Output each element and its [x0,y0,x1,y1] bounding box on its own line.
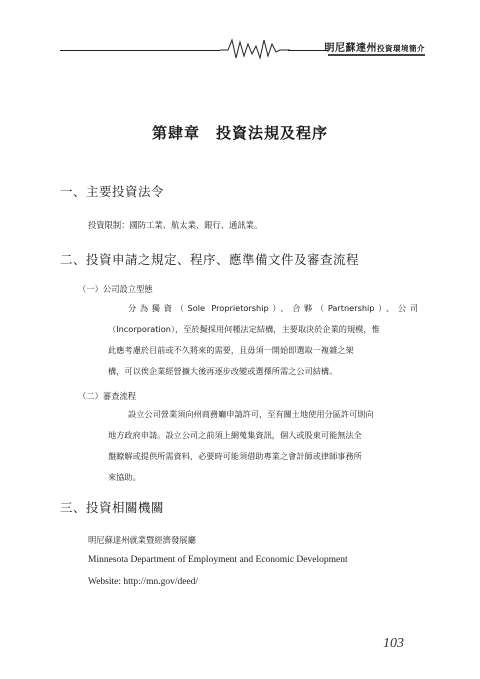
subsection-heading-company-types: （一）公司設立型態 [78,284,153,294]
paragraph-line: 此應考慮於目前或不久將來的需要，且毋須一開始即選取一複雜之架 [108,345,354,355]
header-title-small: 投資環境簡介 [377,44,425,53]
paragraph-line: 設立公司營業須向州商務廳申請許可，至有關土地使用分區許可則向 [128,409,374,419]
heartbeat-wave-icon [220,36,290,62]
company-types-paragraph [108,298,418,382]
header-rule-left [60,50,220,51]
header-title [325,39,426,54]
paragraph-line: （Incorporation），至於擬採用何種法定結構，主要取決於企業的規模，惟 [108,324,380,334]
paragraph-line: 構，可以俟企業經營擴大後再逐步改變或選擇所需之公司結構。 [108,366,338,376]
paragraph-line: 分為獨資（Sole Proprietorship）、合夥（Partnership）、公司 [128,303,418,313]
header-rule-right [288,50,328,51]
agency-name-english: Minnesota Department of Employment and Economic Development [88,555,348,565]
section-heading-1: 一、主要投資法令 [60,184,165,199]
running-header [60,34,425,62]
header-underline [328,54,425,56]
section-heading-3: 三、投資相關機關 [60,500,165,515]
page-number: 103 [383,636,404,651]
header-title-main: 明尼蘇達州 [324,43,377,54]
agency-website: Website: http://mn.gov/deed/ [88,577,199,587]
subsection-heading-review-process: （二）審查流程 [78,391,137,401]
agency-name-chinese: 明尼蘇達州就業暨經濟發展廳 [88,535,196,545]
section-heading-2: 二、投資申請之規定、程序、應準備文件及審查流程 [60,252,360,267]
paragraph-line: 地方政府申請。設立公司之前須上網蒐集資訊，個人或股東可能無法全 [108,430,362,440]
paragraph-line: 來協助。 [108,472,141,482]
chapter-title: 第肆章 投資法規及程序 [151,124,328,142]
investment-restrictions-text: 投資限制：國防工業、航太業、銀行、通訊業。 [88,220,263,230]
paragraph-line: 盤瞭解或提供所需資料，必要時可能須借助專業之會計師或律師事務所 [108,451,362,461]
review-process-paragraph [108,404,418,488]
